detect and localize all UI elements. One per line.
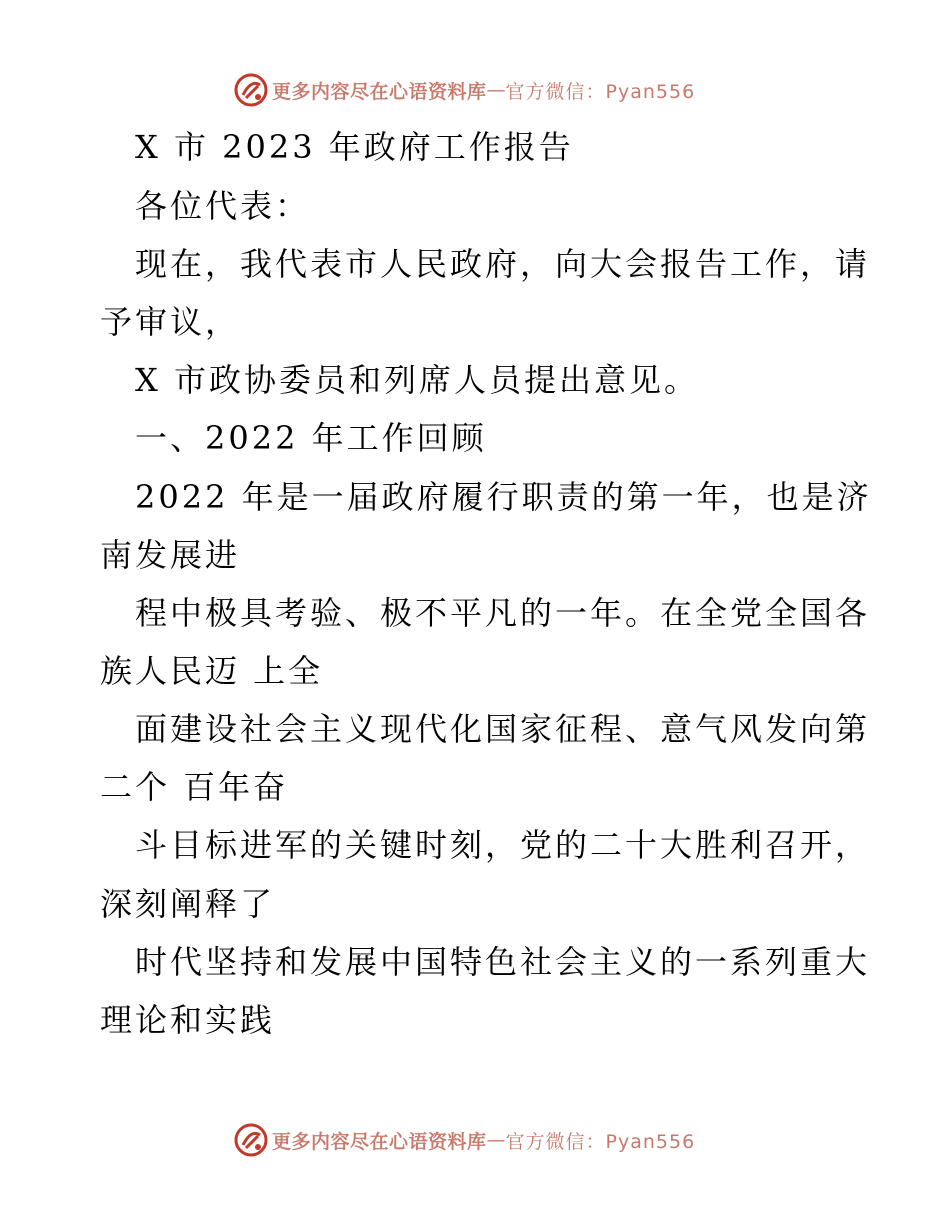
- doc-line: 斗目标进军的关键时刻，党的二十大胜利召开，: [135, 826, 871, 864]
- doc-line: 时代坚持和发展中国特色社会主义的一系列重大: [135, 943, 871, 981]
- watermark-main-text: 更多内容尽在心语资料库: [272, 1130, 487, 1153]
- watermark-dash: —: [486, 1129, 506, 1151]
- watermark-wechat-text: 官方微信：Pyan556: [505, 1130, 696, 1153]
- watermark-wechat-text: 官方微信：Pyan556: [505, 80, 696, 103]
- doc-line: 2022 年是一届政府履行职责的第一年，也是济: [135, 478, 872, 516]
- watermark-dash: —: [486, 79, 506, 101]
- brand-logo-icon: [234, 1123, 268, 1157]
- doc-title: X 市 2023 年政府工作报告: [135, 128, 574, 166]
- doc-line: 南发展进: [100, 536, 241, 574]
- brand-logo-icon: [234, 73, 268, 107]
- doc-salutation: 各位代表：: [135, 187, 311, 225]
- doc-line: 现在，我代表市人民政府，向大会报告工作，请: [135, 245, 871, 283]
- watermark-footer: [234, 1122, 695, 1158]
- doc-section-heading: 一、2022 年工作回顾: [135, 419, 487, 457]
- doc-line: 面建设社会主义现代化国家征程、意气风发向第: [135, 710, 871, 748]
- watermark-header: [234, 72, 695, 108]
- doc-line: X 市政协委员和列席人员提出意见。: [135, 361, 699, 399]
- doc-line: 予审议，: [100, 303, 241, 341]
- doc-line: 理论和实践: [100, 1001, 276, 1039]
- doc-line: 深刻阐释了: [100, 885, 276, 923]
- doc-line: 族人民迈 上全: [100, 652, 324, 690]
- doc-line: 程中极具考验、极不平凡的一年。在全党全国各: [135, 594, 871, 632]
- watermark-main-text: 更多内容尽在心语资料库: [272, 80, 487, 103]
- doc-line: 二个 百年奋: [100, 768, 289, 806]
